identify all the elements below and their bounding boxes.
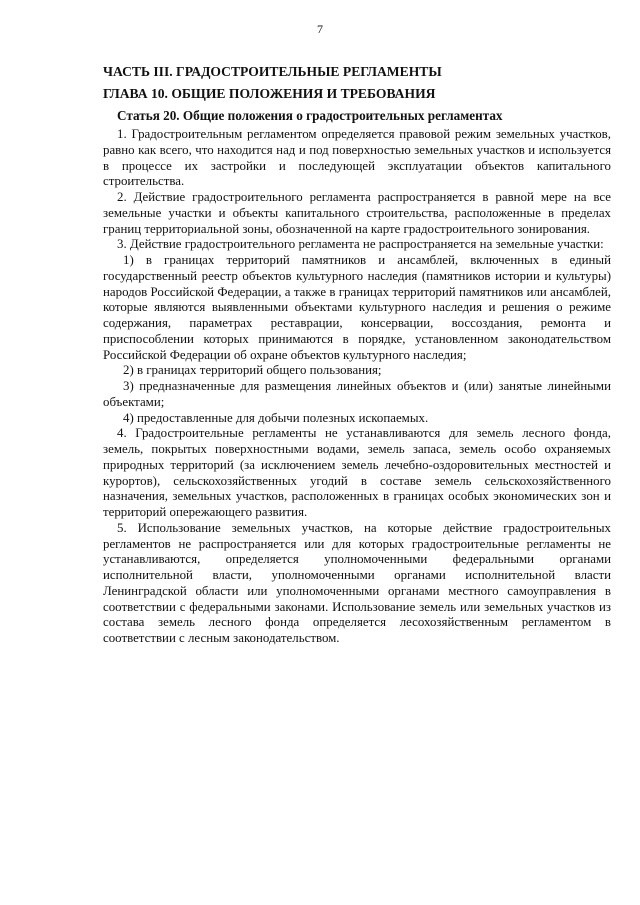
list-item-1: 1) в границах территорий памятников и ансамблей, включенных в единый государственный реестр объектов культурного наследия (памятников истории и культуры) народов Российской Федерации, а также в границах территорий памятников или ансамблей, которые являются выявленными объектами культурного наследия и решения о режиме содержания, параметрах реставрации, консервации, воссоздания, ремонта и приспособлении которых принимаются в порядке, установленном законодательством Российской Федерации об охране объектов культурного наследия; <box>103 253 611 362</box>
paragraph-1: 1. Градостроительным регламентом определяется правовой режим земельных участков, равно как всего, что находится над и под поверхностью земельных участков и используется в процессе их застройки и последующей эксплуатации объектов капитального строительства. <box>103 127 611 189</box>
part-heading: ЧАСТЬ III. ГРАДОСТРОИТЕЛЬНЫЕ РЕГЛАМЕНТЫ <box>103 64 442 79</box>
list-item-3: 3) предназначенные для размещения линейных объектов и (или) занятые линейными объектами; <box>103 379 611 409</box>
paragraph-5: 5. Использование земельных участков, на которые действие градостроительных регламентов не распространяется или для которых градостроительные регламенты не устанавливаются, определяется уполномоченными федеральными органами исполнительной власти, уполномоченными органами исполнительной власти Ленинградской области или уполномоченными органами местного самоуправления в соответствии с федеральными законами. Использование земель или земельных участков из состава земель лесного фонда определяется лесохозяйственным регламентом в соответствии с лесным законодательством. <box>103 520 611 645</box>
paragraph-2: 2. Действие градостроительного регламента распространяется в равной мере на все земельные участки и объекты капитального строительства, расположенные в пределах границ территориальной зоны, обозначенной на карте градостроительного зонирования. <box>103 190 611 236</box>
list-item-2: 2) в границах территорий общего пользования; <box>123 363 382 378</box>
document-body <box>103 62 611 647</box>
article-heading: Статья 20. Общие положения о градостроительных регламентах <box>117 108 503 123</box>
list-item-4: 4) предоставленные для добычи полезных ископаемых. <box>123 410 429 425</box>
chapter-heading: ГЛАВА 10. ОБЩИЕ ПОЛОЖЕНИЯ И ТРЕБОВАНИЯ <box>103 86 436 101</box>
paragraph-3: 3. Действие градостроительного регламента не распространяется на земельные участки: <box>117 237 604 252</box>
paragraph-4: 4. Градостроительные регламенты не устанавливаются для земель лесного фонда, земель, покрытых поверхностными водами, земель запаса, земель особо охраняемых природных территорий (за исключением земель лечебно-оздоровительных местностей и курортов), сельскохозяйственных угодий в составе земель сельскохозяйственного назначения, земельных участков, расположенных в границах особых экономических зон и территорий опережающего развития. <box>103 426 611 519</box>
page-number: 7 <box>317 22 323 36</box>
